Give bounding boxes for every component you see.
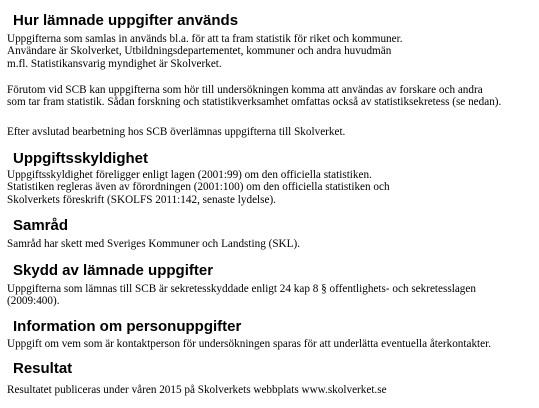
text-line: Skolverkets föreskrift (SKOLFS 2011:142, senaste lydelse).: [7, 193, 276, 206]
text-line: Uppgift om vem som är kontaktperson för undersökningen sparas för att underlätta eventuella återkontakter.: [7, 338, 492, 350]
heading-personal-data: Information om personuppgifter: [13, 318, 242, 335]
text-line: m.fl. Statistikansvarig myndighet är Skolverket.: [7, 57, 222, 70]
paragraph-consultation: [7, 238, 537, 250]
paragraph-usage-3: [7, 126, 537, 138]
paragraph-protection: [7, 283, 537, 308]
text-line: Samråd har skett med Sveriges Kommuner och Landsting (SKL).: [7, 238, 300, 250]
paragraph-usage-2: [7, 84, 537, 109]
text-line: Uppgifterna som lämnas till SCB är sekretesskyddade enligt 24 kap 8 § offentlighets- och sekretesslagen: [7, 283, 476, 295]
text-line: Uppgiftsskyldighet föreligger enligt lagen (2001:99) om den officiella statistiken.: [7, 169, 372, 181]
heading-obligation: Uppgiftsskyldighet: [13, 150, 149, 167]
text-line: Användare är Skolverket, Utbildningsdepartementet, kommuner och andra huvudmän: [7, 45, 392, 58]
text-line: som tar fram statistik. Sådan forskning och statistikverksamhet omfattas också av statistiksekretess (se nedan).: [7, 96, 502, 109]
paragraph-usage-1: [7, 33, 537, 70]
text-line: Efter avslutad bearbetning hos SCB överlämnas uppgifterna till Skolverket.: [7, 126, 346, 138]
heading-results: Resultat: [13, 360, 73, 377]
paragraph-obligation: [7, 169, 537, 206]
text-line: Resultatet publiceras under våren 2015 på Skolverkets webbplats www.skolverket.se: [7, 384, 387, 396]
heading-usage: Hur lämnade uppgifter används: [13, 12, 239, 29]
paragraph-personal-data: [7, 338, 537, 350]
text-line: (2009:400).: [7, 295, 60, 308]
heading-protection: Skydd av lämnade uppgifter: [13, 262, 214, 279]
text-line: Uppgifterna som samlas in används bl.a. för att ta fram statistik för riket och kommuner.: [7, 33, 403, 45]
heading-consultation: Samråd: [13, 217, 69, 234]
text-line: Förutom vid SCB kan uppgifterna som hör till undersökningen komma att användas av forskare och andra: [7, 84, 483, 96]
text-line: Statistiken regleras även av förordningen (2001:100) om den officiella statistiken och: [7, 181, 390, 194]
paragraph-results: [7, 384, 537, 396]
